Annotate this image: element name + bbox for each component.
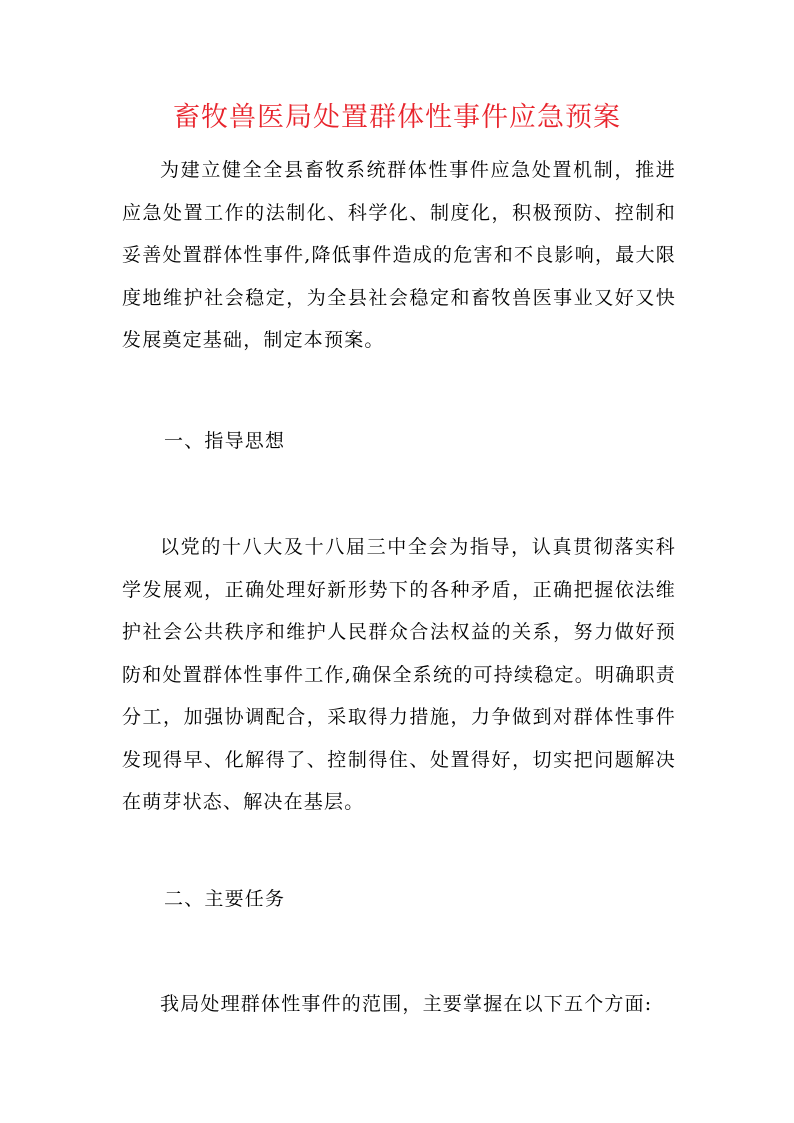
section-body-guiding-ideology: 以党的十八大及十八届三中全会为指导，认真贯彻落实科学发展观，正确处理好新形势下的各种矛盾，正确把握依法维护社会公共秩序和维护人民群众合法权益的关系，努力做好预防和处置群体性事件工作,确保全系统的可持续稳定。明确职责分工，加强协调配合，采取得力措施，力争做到对群体性事件发现得早、化解得了、控制得住、处置得好，切实把问题解决在萌芽状态、解决在基层。: [122, 536, 676, 813]
intro-paragraph: 为建立健全全县畜牧系统群体性事件应急处置机制，推进应急处置工作的法制化、科学化、制度化，积极预防、控制和妥善处置群体性事件,降低事件造成的危害和不良影响，最大限度地维护社会稳定，为全县社会稳定和畜牧兽医事业又好又快发展奠定基础，制定本预案。: [122, 159, 676, 351]
section-heading-main-tasks: 二、主要任务: [164, 888, 286, 910]
section-heading-guiding-ideology: 一、指导思想: [164, 430, 286, 452]
section-body-main-tasks: 我局处理群体性事件的范围，主要掌握在以下五个方面:: [160, 993, 653, 1015]
document-title: 畜牧兽医局处置群体性事件应急预案: [173, 102, 621, 133]
